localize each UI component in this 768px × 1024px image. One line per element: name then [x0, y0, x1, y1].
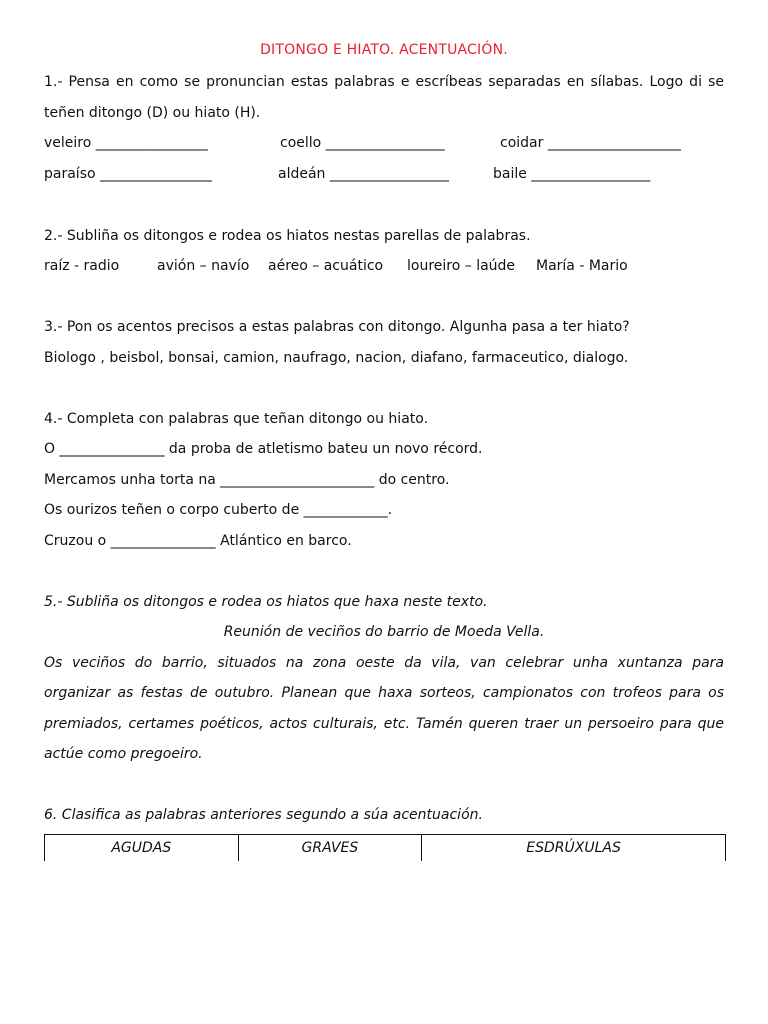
- ex2-pair: María - Mario: [536, 258, 628, 274]
- ex5-paragraph-line: organizar as festas de outubro. Planean que haxa sorteos, campionatos con trofeos para os: [44, 685, 724, 701]
- ex5-instruction: 5.- Subliña os ditongos e rodea os hiatos que haxa neste texto.: [44, 594, 488, 610]
- header-graves: GRAVES: [238, 835, 422, 862]
- ex3-word-list: Biologo , beisbol, bonsai, camion, naufrago, nacion, diafano, farmaceutico, dialogo.: [44, 350, 629, 366]
- table-header-row: [45, 835, 726, 862]
- page-title: DITONGO E HIATO. ACENTUACIÓN.: [260, 42, 508, 58]
- ex1-word-coello: coello _________________: [280, 135, 445, 151]
- ex5-paragraph-line: actúe como pregoeiro.: [44, 746, 203, 762]
- ex1-word-aldean: aldeán _________________: [278, 166, 449, 182]
- ex1-word-coidar: coidar ___________________: [500, 135, 681, 151]
- ex5-paragraph-line: premiados, certames poéticos, actos culturais, etc. Tamén queren traer un persoeiro para que: [44, 716, 724, 732]
- ex4-sentence-2: Mercamos unha torta na ______________________ do centro.: [44, 472, 450, 488]
- ex4-sentence-1: O _______________ da proba de atletismo bateu un novo récord.: [44, 441, 483, 457]
- ex4-sentence-3: Os ourizos teñen o corpo cuberto de ____________.: [44, 502, 393, 518]
- ex6-instruction: 6. Clasifica as palabras anteriores segundo a súa acentuación.: [44, 807, 483, 823]
- header-esdruxulas: ESDRÚXULAS: [422, 835, 726, 862]
- ex1-instruction-line1: 1.- Pensa en como se pronuncian estas palabras e escríbeas separadas en sílabas. Logo di se: [44, 74, 724, 90]
- ex5-text-title: Reunión de veciños do barrio de Moeda Vella.: [223, 624, 545, 640]
- ex2-pair: raíz - radio: [44, 258, 120, 274]
- ex3-instruction: 3.- Pon os acentos precisos a estas palabras con ditongo. Algunha pasa a ter hiato?: [44, 319, 630, 335]
- ex1-word-paraiso: paraíso ________________: [44, 166, 212, 182]
- ex1-instruction-line2: teñen ditongo (D) ou hiato (H).: [44, 105, 261, 121]
- ex4-sentence-4: Cruzou o _______________ Atlántico en barco.: [44, 533, 352, 549]
- header-agudas: AGUDAS: [45, 835, 239, 862]
- ex2-pair: loureiro – laúde: [407, 258, 516, 274]
- ex5-paragraph-line: Os veciños do barrio, situados na zona oeste da vila, van celebrar unha xuntanza para: [44, 655, 724, 671]
- ex1-word-baile: baile _________________: [493, 166, 651, 182]
- ex2-pair: aéreo – acuático: [268, 258, 384, 274]
- classification-table: [44, 834, 726, 861]
- ex2-instruction: 2.- Subliña os ditongos e rodea os hiatos nestas parellas de palabras.: [44, 228, 531, 244]
- ex1-word-veleiro: veleiro ________________: [44, 135, 208, 151]
- ex2-pair: avión – navío: [157, 258, 250, 274]
- ex4-instruction: 4.- Completa con palabras que teñan ditongo ou hiato.: [44, 411, 429, 427]
